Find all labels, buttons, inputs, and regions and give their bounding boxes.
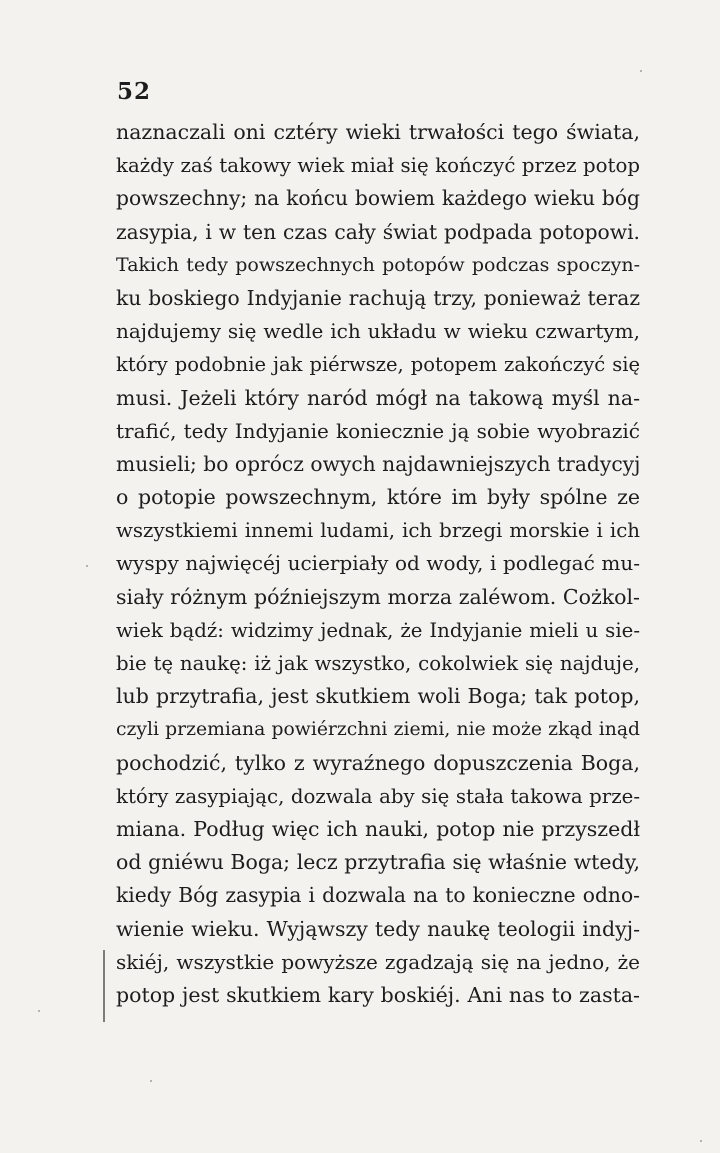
text-line: Takich tedy powszechnych potopów podczas spoczyn- xyxy=(116,253,640,276)
paper-speck xyxy=(640,70,642,72)
page-number: 52 xyxy=(117,78,152,105)
text-line: kiedy Bóg zasypia i dozwala na to konieczne odno- xyxy=(116,883,640,908)
text-line: lub przytrafia, jest skutkiem woli Boga; tak potop, xyxy=(116,684,640,709)
text-line: pochodzić, tylko z wyraźnego dopuszczenia Boga, xyxy=(116,750,640,775)
text-line: musi. Jeżeli który naród mógł na takową myśl na- xyxy=(116,385,640,410)
text-line: siały różnym późniejszym morza zaléwom. Cożkol- xyxy=(116,584,640,609)
text-line: każdy zaś takowy wiek miał się kończyć przez potop xyxy=(116,154,640,178)
text-line: który podobnie jak piérwsze, potopem zakończyć się xyxy=(116,353,640,377)
text-line: skiéj, wszystkie powyższe zgadzają się na jedno, że xyxy=(116,949,640,974)
text-line: zasypia, i w ten czas cały świat podpada potopowi. xyxy=(116,219,640,244)
text-line: bie tę naukę: iż jak wszystko, cokolwiek się najduje, xyxy=(116,652,640,675)
text-line: wyspy najwięcéj ucierpiały od wody, i podlegać mu- xyxy=(116,551,640,576)
text-line: musieli; bo oprócz owych najdawniejszych tradycyj xyxy=(116,451,641,476)
text-line: naznaczali oni cztéry wieki trwałości tego świata, xyxy=(116,120,640,144)
paper-speck xyxy=(700,1140,702,1142)
text-line: najdujemy się wedle ich układu w wieku czwartym, xyxy=(116,319,640,344)
text-line: od gniéwu Boga; lecz przytrafia się właśnie wtedy, xyxy=(116,850,640,875)
text-line: ku boskiego Indyjanie rachują trzy, ponieważ teraz xyxy=(116,285,640,310)
text-line: który zasypiając, dozwala aby się stała takowa prze- xyxy=(116,784,640,808)
text-line: potop jest skutkiem kary boskiéj. Ani nas to zasta- xyxy=(116,982,640,1007)
body-text xyxy=(116,116,640,1012)
paper-speck xyxy=(86,565,88,567)
paper-speck xyxy=(150,1080,152,1082)
text-line: trafić, tedy Indyjanie koniecznie ją sobie wyobrazić xyxy=(116,418,640,443)
text-line: miana. Podług więc ich nauki, potop nie przyszedł xyxy=(116,816,640,841)
text-line: o potopie powszechnym, które im były spólne ze xyxy=(116,485,640,510)
text-line: wszystkiemi innemi ludami, ich brzegi morskie i ich xyxy=(116,519,640,543)
margin-pencil-mark xyxy=(103,950,105,1022)
text-line: wienie wieku. Wyjąwszy tedy naukę teologii indyj- xyxy=(116,916,640,941)
text-line: powszechny; na końcu bowiem każdego wieku bóg xyxy=(116,186,640,211)
text-line: wiek bądź: widzimy jednak, że Indyjanie mieli u sie- xyxy=(116,618,640,642)
text-line: czyli przemiana powiérzchni ziemi, nie może zkąd inąd xyxy=(116,719,640,741)
paper-speck xyxy=(38,1010,40,1012)
